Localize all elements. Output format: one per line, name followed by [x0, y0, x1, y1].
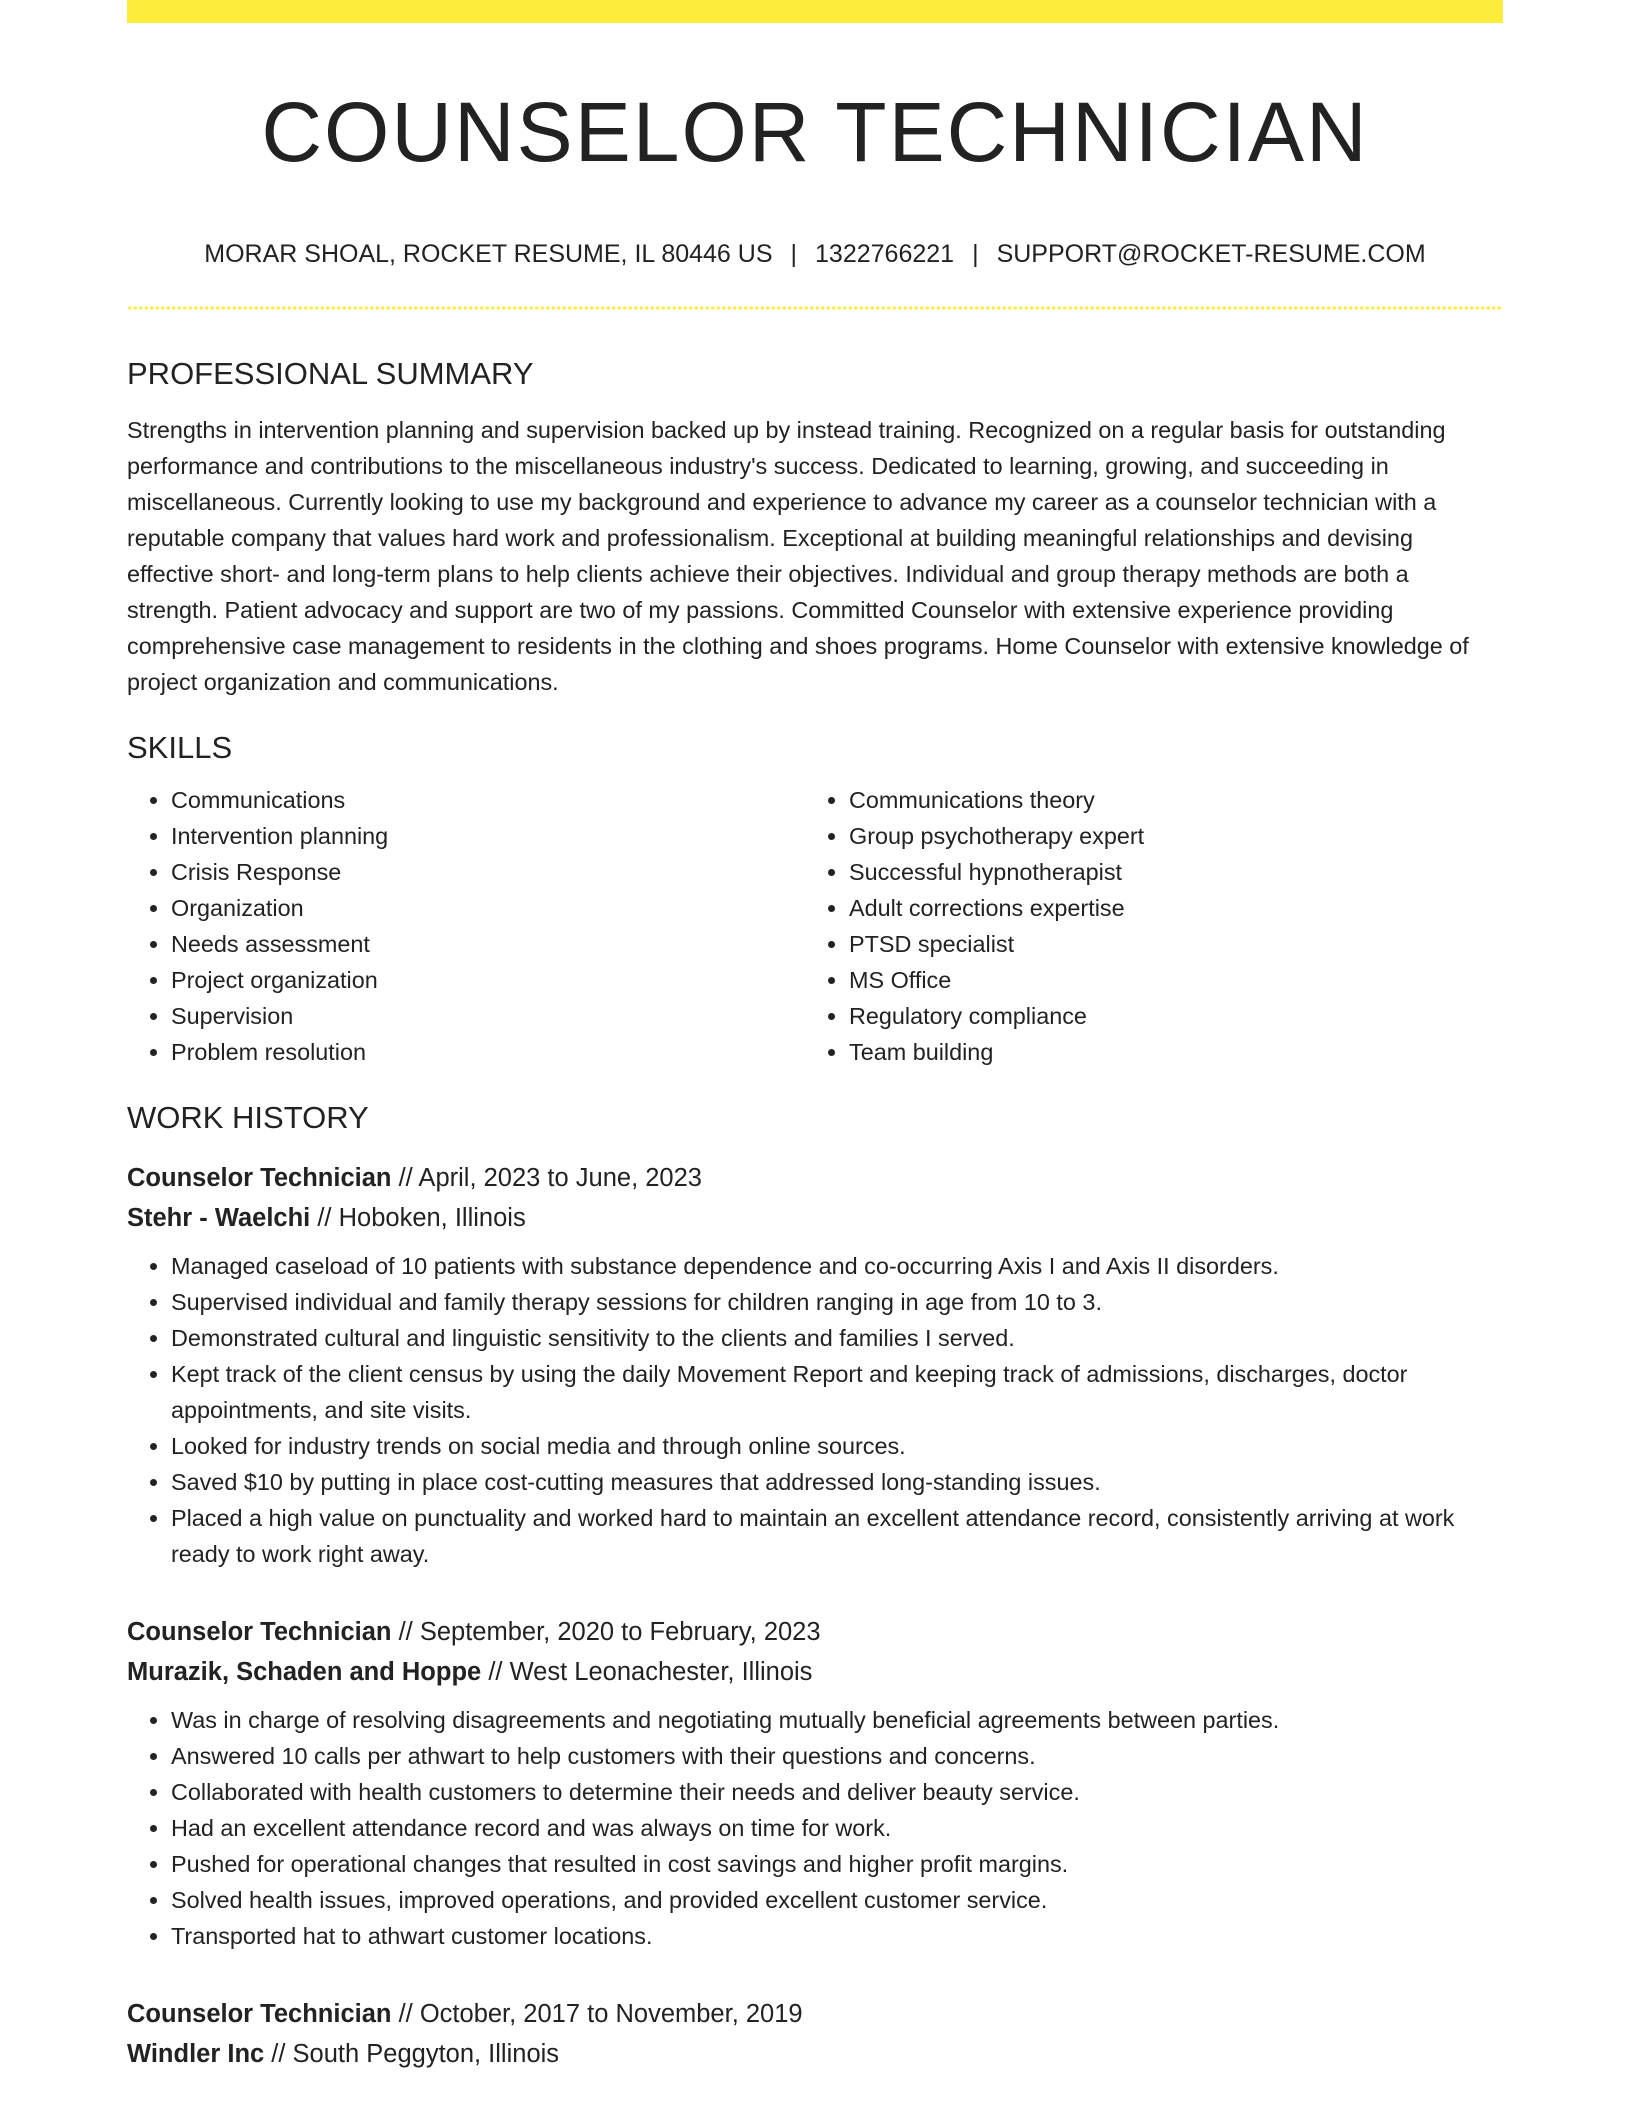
job-company: Murazik, Schaden and Hoppe [127, 1658, 482, 1686]
contact-separator: | [972, 240, 979, 268]
skill-item: • Group psychotherapy expert [849, 818, 1483, 854]
job-location: // West Leonachester, Illinois [481, 1658, 813, 1686]
skill-item: • Successful hypnotherapist [849, 854, 1483, 890]
job-bullet: • Had an excellent attendance record and was always on time for work. [171, 1810, 1503, 1846]
skill-item: • Intervention planning [171, 818, 805, 854]
job-entry [127, 1994, 1503, 2074]
contact-line [127, 238, 1503, 270]
skill-item: • Crisis Response [171, 854, 805, 890]
job-bullet: • Solved health issues, improved operations, and provided excellent customer service. [171, 1882, 1503, 1918]
skill-item: • Adult corrections expertise [849, 890, 1483, 926]
job-company-line [127, 1652, 1503, 1692]
contact-address: MORAR SHOAL, ROCKET RESUME, IL 80446 US [204, 240, 773, 268]
skill-item: • Problem resolution [171, 1034, 805, 1070]
page-title: COUNSELOR TECHNICIAN [261, 85, 1369, 179]
skill-item: • Organization [171, 890, 805, 926]
top-accent-bar [127, 0, 1503, 23]
job-bullet: • Answered 10 calls per athwart to help customers with their questions and concerns. [171, 1738, 1503, 1774]
skill-item: • Supervision [171, 998, 805, 1034]
job-bullets [127, 1702, 1503, 1954]
work-history-heading: WORK HISTORY [127, 1100, 369, 1135]
job-dates: // October, 2017 to November, 2019 [391, 2000, 803, 2028]
job-bullet: • Was in charge of resolving disagreements and negotiating mutually beneficial agreements between parties. [171, 1702, 1503, 1738]
skill-item: • Project organization [171, 962, 805, 998]
skills-list [127, 782, 1503, 1070]
contact-phone: 1322766221 [815, 240, 955, 268]
job-dates: // September, 2020 to February, 2023 [391, 1618, 821, 1646]
job-dates: // April, 2023 to June, 2023 [391, 1164, 702, 1192]
job-title: Counselor Technician [127, 1618, 392, 1646]
job-title: Counselor Technician [127, 1164, 392, 1192]
job-title-line [127, 1612, 1503, 1652]
job-bullet: • Placed a high value on punctuality and worked hard to maintain an excellent attendance record, consistently arriving at work ready to work right away. [171, 1500, 1503, 1572]
job-company: Stehr - Waelchi [127, 1204, 311, 1232]
skill-item: • Regulatory compliance [849, 998, 1483, 1034]
skill-item: • Needs assessment [171, 926, 805, 962]
contact-separator: | [790, 240, 798, 268]
skill-item: • PTSD specialist [849, 926, 1483, 962]
skills-heading: SKILLS [127, 730, 233, 765]
job-bullet: • Transported hat to athwart customer locations. [171, 1918, 1503, 1954]
job-title: Counselor Technician [127, 2000, 392, 2028]
job-location: // Hoboken, Illinois [310, 1204, 526, 1232]
skill-item: • Communications theory [849, 782, 1483, 818]
job-bullet: • Supervised individual and family therapy sessions for children ranging in age from 10 to 3. [171, 1284, 1503, 1320]
job-bullet: • Pushed for operational changes that resulted in cost savings and higher profit margins. [171, 1846, 1503, 1882]
job-entry [127, 1612, 1503, 1954]
job-company-line [127, 1198, 1503, 1238]
skills-column-left [127, 782, 805, 1070]
dotted-divider [127, 306, 1503, 310]
job-bullet: • Saved $10 by putting in place cost-cutting measures that addressed long-standing issues. [171, 1464, 1503, 1500]
job-bullet: • Collaborated with health customers to determine their needs and deliver beauty service. [171, 1774, 1503, 1810]
job-bullets [127, 1248, 1503, 1572]
job-company: Windler Inc [127, 2040, 265, 2068]
job-bullet: • Looked for industry trends on social media and through online sources. [171, 1428, 1503, 1464]
skill-item: • Communications [171, 782, 805, 818]
skill-item: • Team building [849, 1034, 1483, 1070]
summary-heading: PROFESSIONAL SUMMARY [127, 356, 534, 391]
job-entry [127, 1158, 1503, 1572]
contact-email: SUPPORT@ROCKET-RESUME.COM [996, 240, 1426, 268]
skill-item: • MS Office [849, 962, 1483, 998]
job-title-line [127, 1158, 1503, 1198]
job-bullet: • Demonstrated cultural and linguistic sensitivity to the clients and families I served. [171, 1320, 1503, 1356]
job-title-line [127, 1994, 1503, 2034]
job-company-line [127, 2034, 1503, 2074]
summary-text: Strengths in intervention planning and supervision backed up by instead training. Recognized on a regular basis for outstanding performance and contributions to the miscellaneous industry's success. Dedicated to learning, growing, and succeeding in miscellaneous. Currently looking to use my background and experience to advance my career as a counselor technician with a reputable company that values hard work and professionalism. Exceptional at building meaningful relationships and devising effective short- and long-term plans to help clients achieve their objectives. Individual and group therapy methods are both a strength. Patient advocacy and support are two of my passions. Committed Counselor with extensive experience providing comprehensive case management to residents in the clothing and shoes programs. Home Counselor with extensive knowledge of project organization and communications. [127, 417, 1469, 695]
skills-column-right [805, 782, 1483, 1070]
resume-content [127, 354, 1503, 2074]
job-bullet: • Kept track of the client census by using the daily Movement Report and keeping track of admissions, discharges, doctor appointments, and site visits. [171, 1356, 1503, 1428]
job-bullet: • Managed caseload of 10 patients with substance dependence and co-occurring Axis I and Axis II disorders. [171, 1248, 1503, 1284]
job-location: // South Peggyton, Illinois [264, 2040, 560, 2068]
